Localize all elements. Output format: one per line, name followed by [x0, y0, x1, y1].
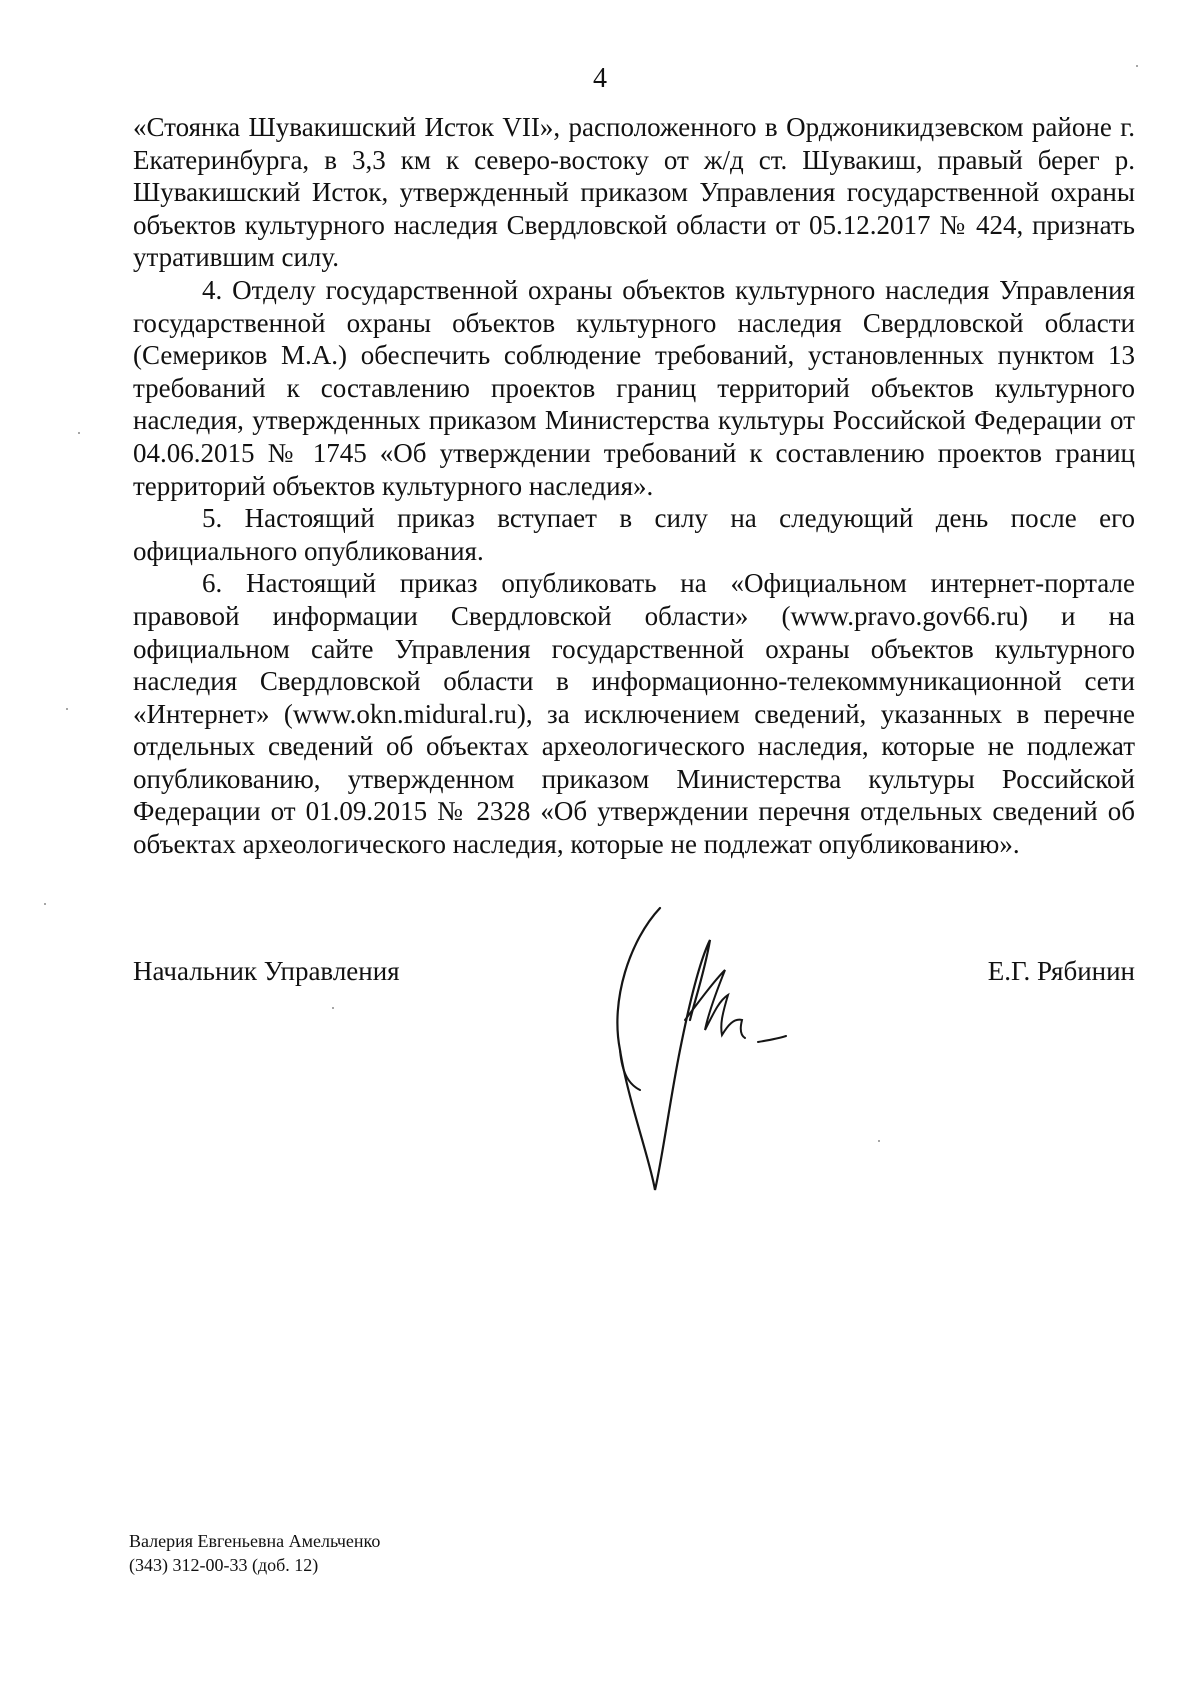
signatory-name: Е.Г. Рябинин	[987, 956, 1135, 986]
scan-speck	[1136, 65, 1138, 67]
scan-speck	[78, 432, 80, 434]
handwritten-signature	[610, 900, 880, 1200]
executor-name: Валерия Евгеньевна Амельченко	[129, 1531, 381, 1551]
paragraph-item-5: 5. Настоящий приказ вступает в силу на следующий день после его официального опубликования.	[133, 503, 1135, 566]
signatory-position: Начальник Управления	[133, 956, 400, 986]
executor-footer	[129, 1529, 380, 1577]
scan-speck	[878, 1140, 880, 1142]
page-number: 4	[593, 63, 607, 94]
paragraph-item-6: 6. Настоящий приказ опубликовать на «Официальном интернет-портале правовой информации Свердловской области» (www.pravo.gov66.ru) и на официальном сайте Управления государственной охраны объектов культурного наследия Свердловской области в информационно-телекоммуникационной сети «Интернет» (www.okn.midural.ru), за исключением сведений, указанных в перечне отдельных сведений об объектах археологического наследия, которые не подлежат опубликованию, утвержденном приказом Министерства культуры Российской Федерации от 01.09.2015 № 2328 «Об утверждении перечня отдельных сведений об объектах археологического наследия, которые не подлежат опубликованию».	[133, 568, 1135, 860]
paragraph-item-4: 4. Отделу государственной охраны объектов культурного наследия Управления государственной охраны объектов культурного наследия Свердловской области (Семериков М.А.) обеспечить соблюдение требований, установленных пунктом 13 требований к составлению проектов границ территорий объектов культурного наследия, утвержденных приказом Министерства культуры Российской Федерации от 04.06.2015 № 1745 «Об утверждении требований к составлению проектов границ территорий объектов культурного наследия».	[133, 274, 1135, 501]
scan-speck	[332, 1007, 334, 1009]
scan-speck	[44, 903, 46, 905]
document-body	[133, 111, 1135, 861]
scan-speck	[66, 708, 68, 710]
executor-phone: (343) 312-00-33 (доб. 12)	[129, 1555, 319, 1575]
paragraph-continuation: «Стоянка Шувакишский Исток VII», расположенного в Орджоникидзевском районе г. Екатеринбурга, в 3,3 км к северо-востоку от ж/д ст. Шувакиш, правый берег р. Шувакишский Исток, утвержденный приказом Управления государственной охраны объектов культурного наследия Свердловской области от 05.12.2017 № 424, признать утратившим силу.	[133, 112, 1135, 273]
